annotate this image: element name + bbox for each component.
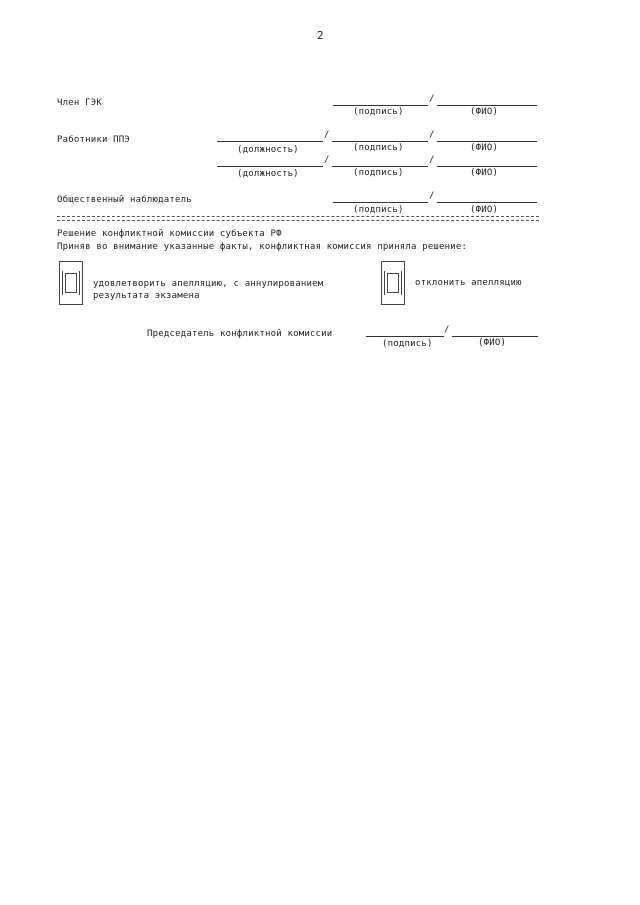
separator-slash: / (324, 130, 330, 140)
satisfy-appeal-label-line2: результата экзамена (93, 291, 200, 301)
ppe1-name-line[interactable] (437, 141, 537, 142)
observer-name-caption: (ФИО) (470, 205, 499, 215)
ppe1-position-caption: (должность) (237, 145, 299, 155)
checkbox-box (65, 273, 77, 293)
ppe2-name-line[interactable] (437, 166, 537, 167)
reject-appeal-checkbox[interactable] (381, 261, 405, 305)
checkbox-bracket-left (62, 271, 63, 295)
checkbox-box (387, 273, 399, 293)
ppe2-position-line[interactable] (217, 166, 323, 167)
ppe1-signature-line[interactable] (332, 141, 428, 142)
separator-slash: / (324, 155, 330, 165)
observer-signature-caption: (подпись) (353, 205, 404, 215)
ppe2-name-caption: (ФИО) (470, 168, 499, 178)
page-number: 2 (317, 29, 324, 42)
observer-signature-line[interactable] (333, 202, 428, 203)
gek-member-label: Член ГЭК (57, 98, 102, 108)
separator-slash: / (444, 325, 450, 335)
observer-name-line[interactable] (437, 202, 537, 203)
ppe1-name-caption: (ФИО) (470, 143, 499, 153)
checkbox-bracket-right (401, 271, 402, 295)
chairman-signature-line[interactable] (366, 336, 444, 337)
ppe2-signature-caption: (подпись) (353, 168, 404, 178)
gek-name-caption: (ФИО) (470, 107, 499, 117)
chairman-name-line[interactable] (452, 336, 538, 337)
separator-slash: / (429, 130, 435, 140)
ppe1-position-line[interactable] (217, 141, 323, 142)
satisfy-appeal-checkbox[interactable] (59, 261, 83, 305)
decision-intro: Приняв во внимание указанные факты, конфликтная комиссия приняла решение: (57, 242, 468, 252)
checkbox-bracket-left (384, 271, 385, 295)
decision-heading: Решение конфликтной комиссии субъекта РФ (57, 229, 282, 239)
separator-slash: / (429, 155, 435, 165)
ppe2-signature-line[interactable] (332, 166, 428, 167)
chairman-name-caption: (ФИО) (478, 338, 507, 348)
public-observer-label: Общественный наблюдатель (57, 195, 192, 205)
separator-slash: / (429, 94, 435, 104)
gek-signature-line[interactable] (333, 105, 428, 106)
reject-appeal-label: отклонить апелляцию (415, 278, 522, 288)
checkbox-bracket-right (79, 271, 80, 295)
ppe1-signature-caption: (подпись) (353, 143, 404, 153)
separator-slash: / (429, 191, 435, 201)
gek-name-line[interactable] (437, 105, 537, 106)
ppe2-position-caption: (должность) (237, 169, 299, 179)
chairman-label: Председатель конфликтной комиссии (147, 329, 333, 339)
satisfy-appeal-label-line1: удовлетворить апелляцию, с аннулированием (93, 279, 324, 289)
section-separator (57, 216, 539, 221)
chairman-signature-caption: (подпись) (382, 339, 433, 349)
ppe-workers-label: Работники ППЭ (57, 135, 131, 145)
gek-signature-caption: (подпись) (353, 107, 404, 117)
